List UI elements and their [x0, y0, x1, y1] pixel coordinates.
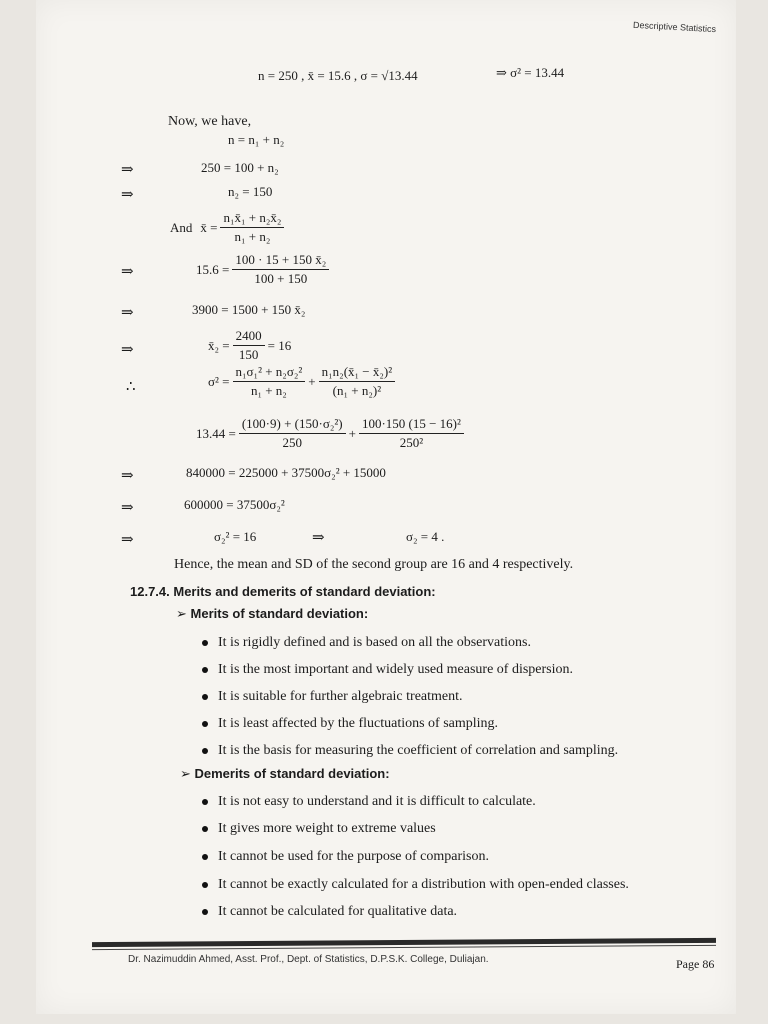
implies-symbol: ⇒: [121, 305, 134, 321]
implies-symbol: ⇒: [312, 530, 325, 546]
list-item: It is the basis for measuring the coefficient of correlation and sampling.: [202, 743, 618, 759]
fraction: [239, 416, 346, 451]
implies-symbol: ⇒: [121, 187, 134, 203]
equation-line: n = n₁ + n₂: [228, 132, 285, 147]
pooled-variance-formula: [208, 364, 398, 399]
list-item: It is rigidly defined and is based on all the observations.: [202, 635, 531, 651]
equation-line: 250 = 100 + n₂: [201, 160, 279, 175]
merits-heading: ➢ Merits of standard deviation:: [176, 606, 369, 621]
fraction: [319, 364, 396, 399]
equation-line: σ₂ = 4 .: [406, 529, 445, 544]
fraction-numerator: n₁σ₁² + n₂σ₂²: [233, 364, 306, 382]
therefore-symbol: ∴: [126, 379, 136, 395]
footer-author: Dr. Nazimuddin Ahmed, Asst. Prof., Dept. of Statistics, D.P.S.K. College, Duliajan.: [128, 954, 489, 965]
fraction-numerator: n₁n₂(x̄₁ − x̄₂)²: [319, 364, 396, 382]
formula-lhs: 13.44 =: [196, 425, 236, 441]
and-label: And: [170, 219, 193, 235]
fraction-numerator: 100 · 15 + 150 x̄₂: [232, 252, 329, 270]
list-item: It cannot be exactly calculated for a distribution with open-ended classes.: [202, 877, 629, 893]
list-item: It gives more weight to extreme values: [202, 821, 436, 837]
fraction: [232, 252, 329, 287]
fraction: [359, 416, 464, 451]
plus-sign: +: [348, 425, 356, 441]
fraction: [233, 328, 265, 363]
fraction-numerator: n₁x̄₁ + n₂x̄₂: [220, 210, 284, 228]
formula-lhs: x̄₂ =: [208, 337, 230, 353]
demerits-heading: ➢ Demerits of standard deviation:: [180, 766, 390, 781]
implies-symbol: ⇒: [121, 500, 134, 516]
fraction: [233, 364, 306, 399]
section-heading: 12.7.4. Merits and demerits of standard deviation:: [130, 584, 436, 599]
bullet-icon: [202, 882, 208, 888]
conclusion-text: Hence, the mean and SD of the second group are 16 and 4 respectively.: [174, 557, 574, 572]
bullet-icon: [202, 694, 208, 700]
formula-lhs: 15.6 =: [196, 261, 230, 277]
fraction-denominator: 250: [282, 435, 302, 450]
equation-line: σ₂² = 16: [214, 529, 257, 544]
bullet-icon: [202, 667, 208, 673]
bullet-icon: [202, 721, 208, 727]
bullet-icon: [202, 826, 208, 832]
equation-line: 600000 = 37500σ₂²: [184, 497, 285, 512]
fraction-numerator: (100·9) + (150·σ₂²): [239, 416, 346, 434]
fraction-denominator: n₁ + n₂: [234, 229, 271, 244]
list-item: It is not easy to understand and it is difficult to calculate.: [202, 794, 536, 810]
equation-line: [196, 252, 332, 287]
equation-line: [196, 416, 467, 451]
fraction-numerator: 100·150 (15 − 16)²: [359, 416, 464, 434]
equation-line: [208, 328, 291, 363]
page-number: Page 86: [676, 957, 715, 971]
formula-lhs: x̄ =: [200, 219, 218, 235]
list-item: It is the most important and widely used measure of dispersion.: [202, 662, 573, 678]
implies-symbol: ⇒: [121, 342, 134, 358]
intro-text: Now, we have,: [168, 114, 252, 129]
fraction-denominator: 150: [238, 347, 259, 362]
bullet-icon: [202, 909, 208, 915]
formula-rhs: = 16: [267, 337, 292, 353]
implies-symbol: ⇒: [121, 532, 134, 548]
running-header: Descriptive Statistics: [632, 19, 717, 35]
implies-symbol: ⇒: [121, 264, 134, 280]
document-page: [36, 0, 736, 1014]
list-item: It is suitable for further algebraic treatment.: [202, 689, 463, 705]
bullet-icon: [202, 640, 208, 646]
fraction-denominator: (n₁ + n₂)²: [332, 383, 382, 398]
fraction-numerator: 2400: [233, 328, 265, 346]
bullet-icon: [202, 854, 208, 860]
list-item: It cannot be used for the purpose of comparison.: [202, 849, 489, 865]
equation-line: n₂ = 150: [228, 184, 273, 199]
bullet-icon: [202, 799, 208, 805]
mean-formula: [170, 210, 287, 245]
equation-line: 3900 = 1500 + 150 x̄₂: [192, 302, 306, 317]
bullet-icon: [202, 748, 208, 754]
list-item: It is least affected by the fluctuations of sampling.: [202, 716, 498, 732]
implies-symbol: ⇒: [121, 468, 134, 484]
list-item: It cannot be calculated for qualitative data.: [202, 904, 457, 920]
formula-lhs: σ² =: [208, 373, 230, 389]
equation-line: 840000 = 225000 + 37500σ₂² + 15000: [186, 465, 386, 480]
fraction-denominator: n₁ + n₂: [250, 383, 287, 398]
fraction: [220, 210, 284, 245]
given-variance: ⇒ σ² = 13.44: [496, 65, 565, 80]
plus-sign: +: [308, 373, 316, 389]
implies-symbol: ⇒: [121, 162, 134, 178]
given-values: n = 250 , x̄ = 15.6 , σ = √13.44: [258, 68, 418, 83]
fraction-denominator: 250²: [399, 435, 424, 450]
fraction-denominator: 100 + 150: [254, 271, 308, 286]
